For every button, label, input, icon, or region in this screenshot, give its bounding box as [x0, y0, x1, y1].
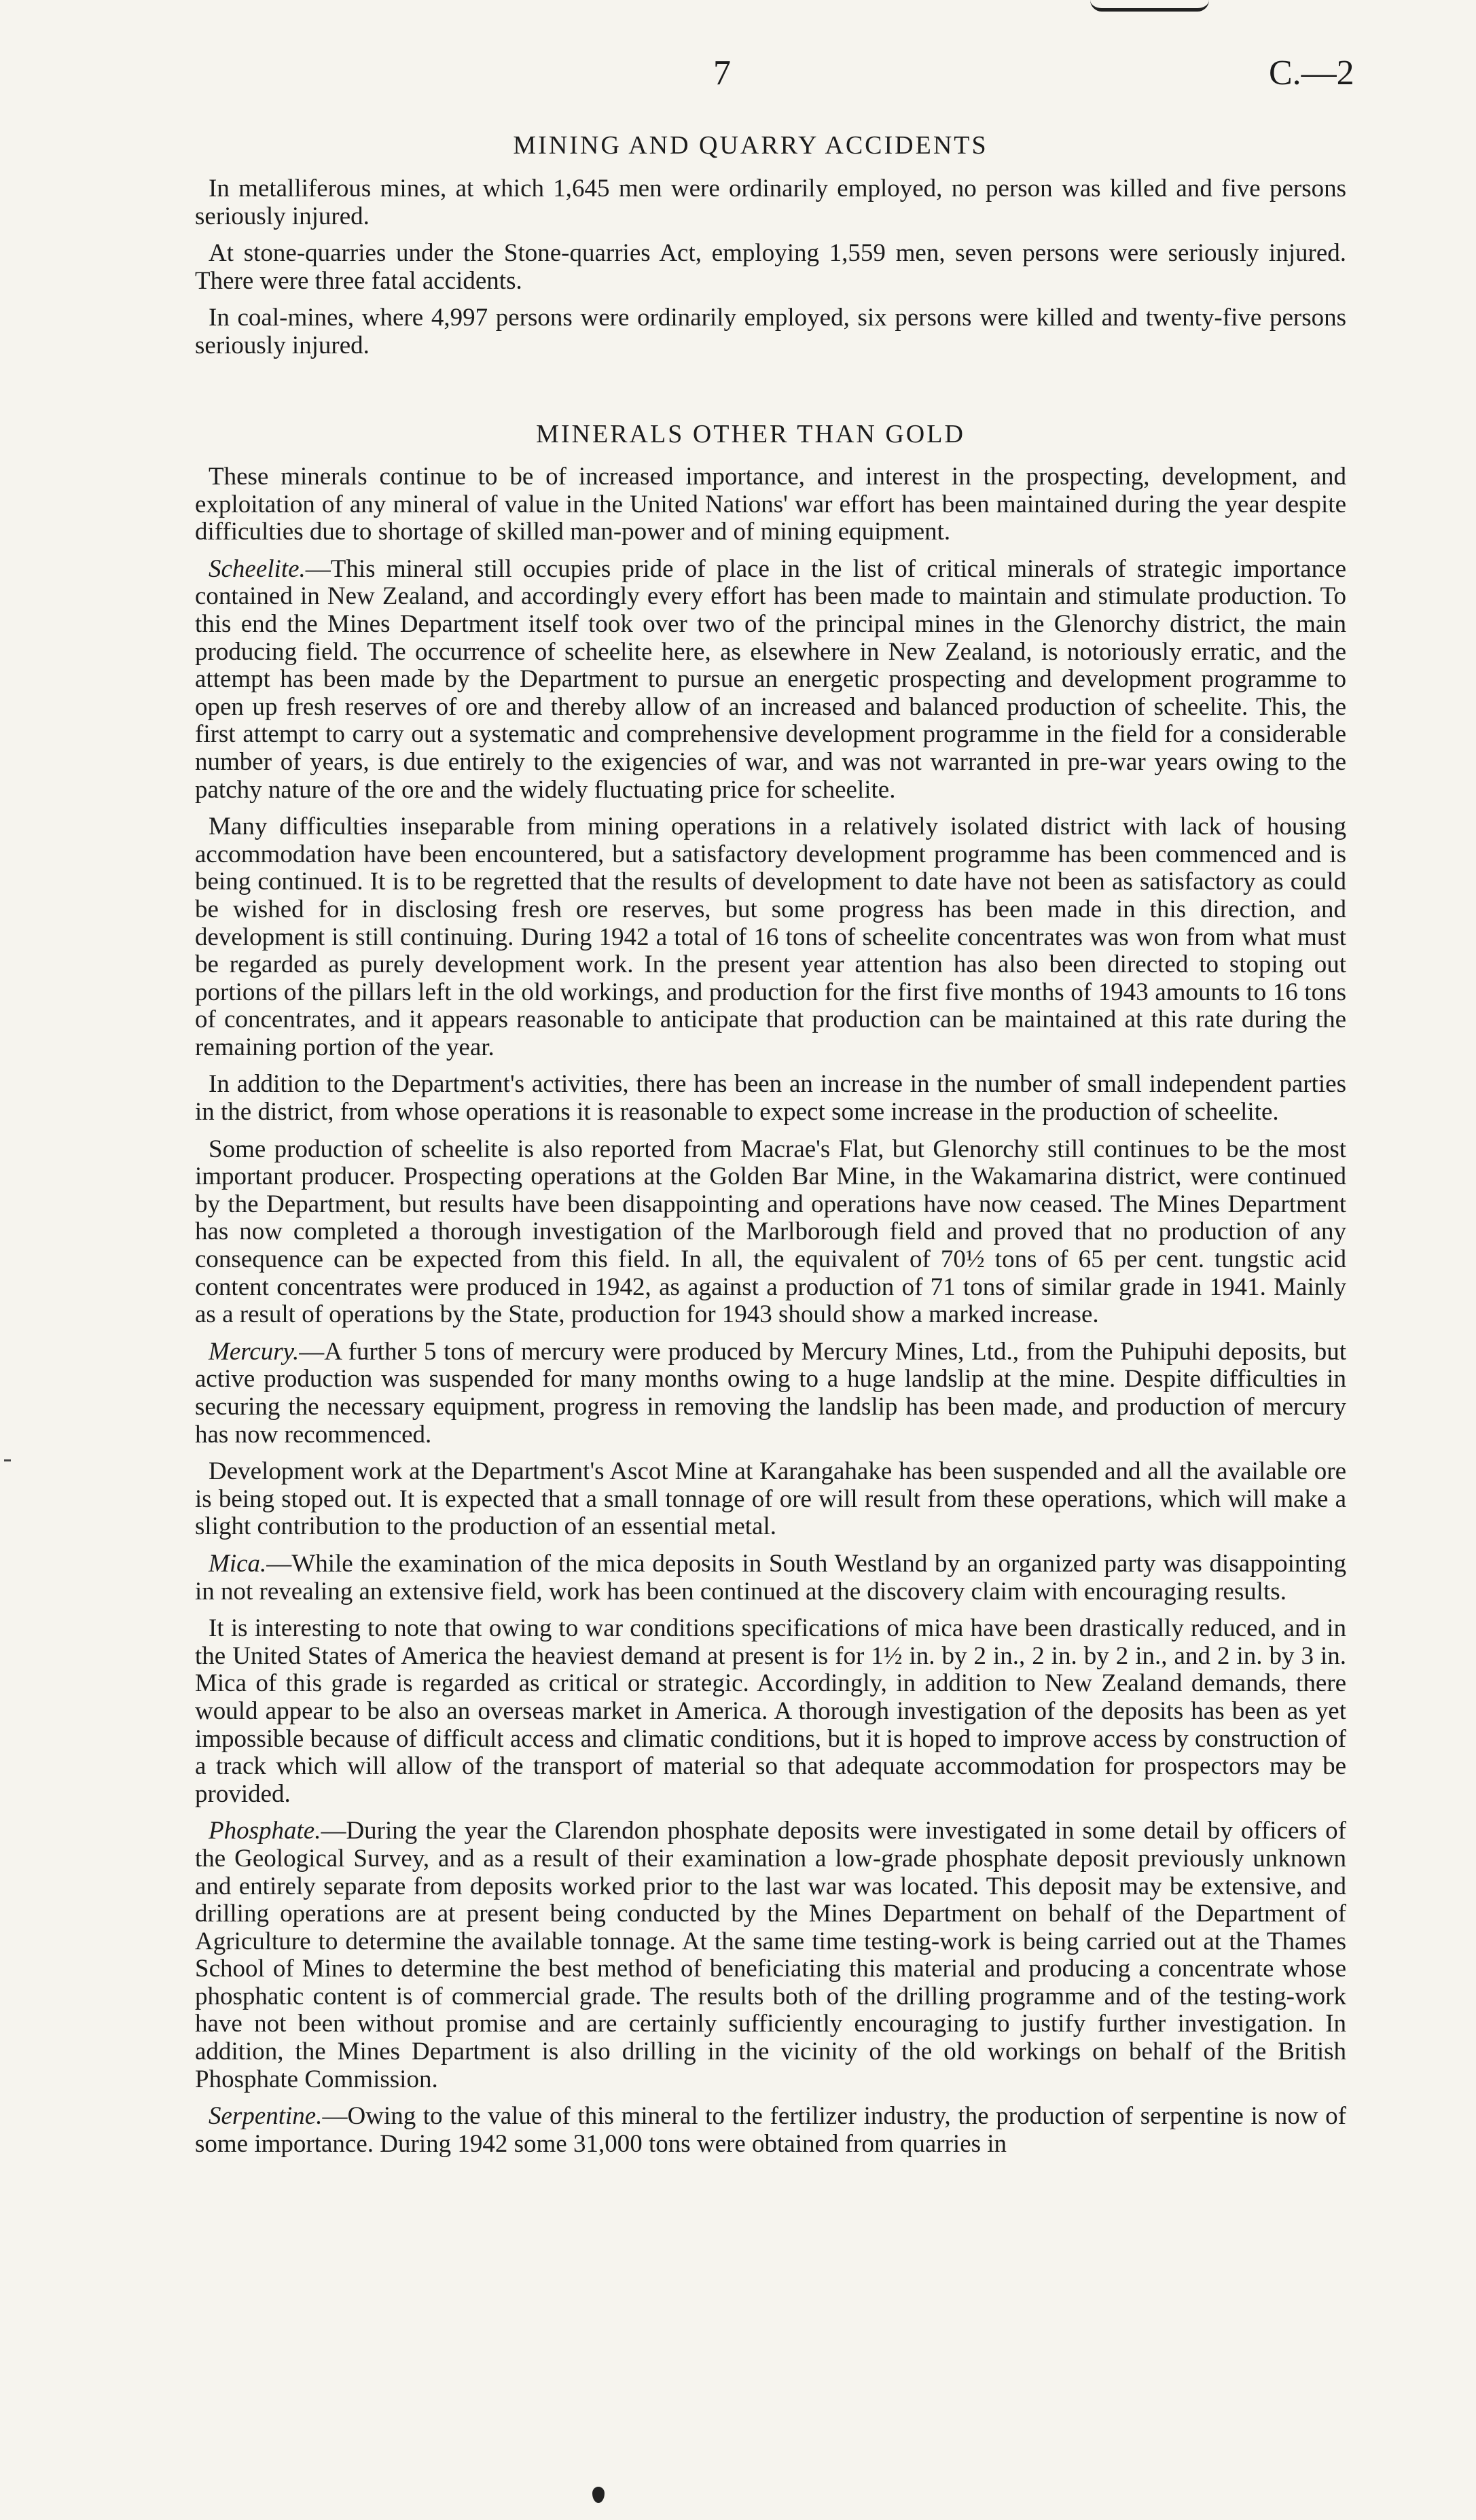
paragraph-text: —Owing to the value of this mineral to the fertilizer industry, the production of serpentine is now of some importance. During 1942 some 31,000 tons were obtained from quarries in — [195, 2102, 1346, 2158]
paragraph-text: Many difficulties inseparable from mining operations in a relatively isolated district with lack of housing accommodation have been encountered, but a satisfactory development programme has been commenced and is being continued. It is to be regretted that the results of development to date have not been as satisfactory as could be wished for in disclosing fresh ore reserves, but some progress has been made in this direction, and development is still continuing. During 1942 a total of 16 tons of scheelite concentrates was won from what must be regarded as purely development work. In the present year attention has also been directed to stoping out portions of the pillars left in the old workings, and production for the first five months of 1943 amounts to 16 tons of concentrates, and it appears reasonable to anticipate that production can be maintained at this rate during the remaining portion of the year. — [195, 813, 1346, 1061]
ink-blot-mark — [592, 2487, 605, 2503]
paragraph-text: In addition to the Department's activities, there has been an increase in the number of small independent parties in the district, from whose operations it is reasonable to expect some increase in the production of scheelite. — [195, 1070, 1346, 1126]
paragraph — [195, 1338, 1346, 1449]
paragraph-text: Some production of scheelite is also reported from Macrae's Flat, but Glenorchy still continues to be the most important producer. Prospecting operations at the Golden Bar Mine, in the Wakamarina district, were continued by the Department, but results have been disappointing and operations have now ceased. The Mines Department has now completed a thorough investigation of the Marlborough field and proved that no production of any consequence can be expected from this field. In all, the equivalent of 70½ tons of 65 per cent. tungstic acid content concentrates were produced in 1942, as against a production of 71 tons of similar grade in 1941. Mainly as a result of operations by the State, production for 1943 should show a marked increase. — [195, 1135, 1346, 1329]
paragraph-text: It is interesting to note that owing to war conditions specifications of mica have been drastically reduced, and in the United States of America the heaviest demand at present is for 1½ in. by 2 in., 2 in. by 2 in., and 2 in. by 3 in. Mica of this grade is regarded as critical or strategic. Accordingly, in addition to New Zealand demands, there would appear to be also an overseas market in America. A thorough investigation of the deposits has been as yet impossible because of difficult access and climatic conditions, but it is hoped to improve access by construction of a track which will allow of the transport of material so that adequate accommodation for prospectors may be provided. — [195, 1614, 1346, 1808]
paragraph-text: At stone-quarries under the Stone-quarries Act, employing 1,559 men, seven persons were seriously injured. There were three fatal accidents. — [195, 239, 1346, 295]
section-heading-minerals: MINERALS OTHER THAN GOLD — [536, 420, 965, 448]
paragraph — [195, 1458, 1346, 1541]
paragraph — [195, 556, 1346, 804]
paragraph-lead-term: Serpentine. — [209, 2102, 323, 2131]
paragraph-lead-term: Mercury. — [209, 1337, 300, 1366]
paragraph — [195, 1071, 1346, 1126]
paragraph — [195, 304, 1346, 359]
section-body-minerals — [195, 463, 1346, 2167]
scan-artifact-mark — [1090, 0, 1209, 12]
paragraph-text: —This mineral still occupies pride of place in the list of critical minerals of strategic importance contained in New Zealand, and accordingly every effort has been made to maintain and stimulate production. To this end the Mines Department itself took over two of the principal mines in the Glenorchy district, the main producing field. The occurrence of scheelite here, as elsewhere in New Zealand, is notoriously erratic, and the attempt has been made by the Department to pursue an energetic prospecting and development programme to open up fresh reserves of ore and thereby allow of an increased and balanced production of scheelite. This, the first attempt to carry out a systematic and comprehensive development programme in the field for a considerable number of years, is due entirely to the exigencies of war, and was not warranted in pre-war years owing to the patchy nature of the ore and the widely fluctuating price for scheelite. — [195, 554, 1346, 804]
section-heading-mining-accidents: MINING AND QUARRY ACCIDENTS — [513, 131, 988, 160]
paragraph-text: In metalliferous mines, at which 1,645 men were ordinarily employed, no person was killed and five persons seriously injured. — [195, 175, 1346, 230]
paragraph-text: These minerals continue to be of increased importance, and interest in the prospecting, development, and exploitation of any mineral of value in the United Nations' war effort has been maintained during the year despite difficulties due to shortage of skilled man-power and of mining equipment. — [195, 463, 1346, 546]
paragraph-text: —While the examination of the mica deposits in South Westland by an organized party was disappointing in not revealing an extensive field, work has been continued at the discovery claim with encouraging results. — [195, 1549, 1346, 1605]
paragraph — [195, 1817, 1346, 2093]
paragraph — [195, 1136, 1346, 1329]
paragraph-lead-term: Phosphate. — [209, 1817, 321, 1845]
section-body-mining-accidents — [195, 175, 1346, 370]
paragraph-text: Development work at the Department's Ascot Mine at Karangahake has been suspended and all the available ore is being stoped out. It is expected that a small tonnage of ore will result from these operations, which will make a slight contribution to the production of an essential metal. — [195, 1457, 1346, 1541]
page-number: 7 — [713, 54, 731, 92]
paragraph — [195, 240, 1346, 295]
paragraph-text: —A further 5 tons of mercury were produced by Mercury Mines, Ltd., from the Puhipuhi deposits, but active production was suspended for many months owing to a huge landslip at the mine. Despite difficulties in securing the necessary equipment, progress in removing the landslip has been made, and production of mercury has now recommenced. — [195, 1337, 1346, 1449]
document-code: C.—2 — [1269, 54, 1354, 92]
paragraph-text: —During the year the Clarendon phosphate deposits were investigated in some detail by officers of the Geological Survey, and as a result of their examination a low-grade phosphate deposit previously unknown and entirely separate from deposits worked prior to the last war was located. This deposit may be extensive, and drilling operations are at present being conducted by the Mines Department on behalf of the Department of Agriculture to determine the available tonnage. At the same time testing-work is being carried out at the Thames School of Mines to determine the best method of beneficiating this material and producing a concentrate whose phosphatic content is of commercial grade. The results both of the drilling programme and of the testing-work have not been without promise and are certainly sufficiently encouraging to justify further investigation. In addition, the Mines Department is also drilling in the vicinity of the old workings on behalf of the British Phosphate Commission. — [195, 1817, 1346, 2093]
paragraph — [195, 1615, 1346, 1808]
paragraph — [195, 2103, 1346, 2158]
paragraph-lead-term: Mica. — [209, 1549, 267, 1578]
paragraph — [195, 813, 1346, 1061]
paragraph — [195, 1550, 1346, 1605]
paragraph — [195, 463, 1346, 546]
paragraph-text: In coal-mines, where 4,997 persons were ordinarily employed, six persons were killed and twenty-five persons seriously injured. — [195, 304, 1346, 359]
paragraph — [195, 175, 1346, 230]
margin-mark — [4, 1459, 11, 1461]
paragraph-lead-term: Scheelite. — [209, 554, 306, 583]
